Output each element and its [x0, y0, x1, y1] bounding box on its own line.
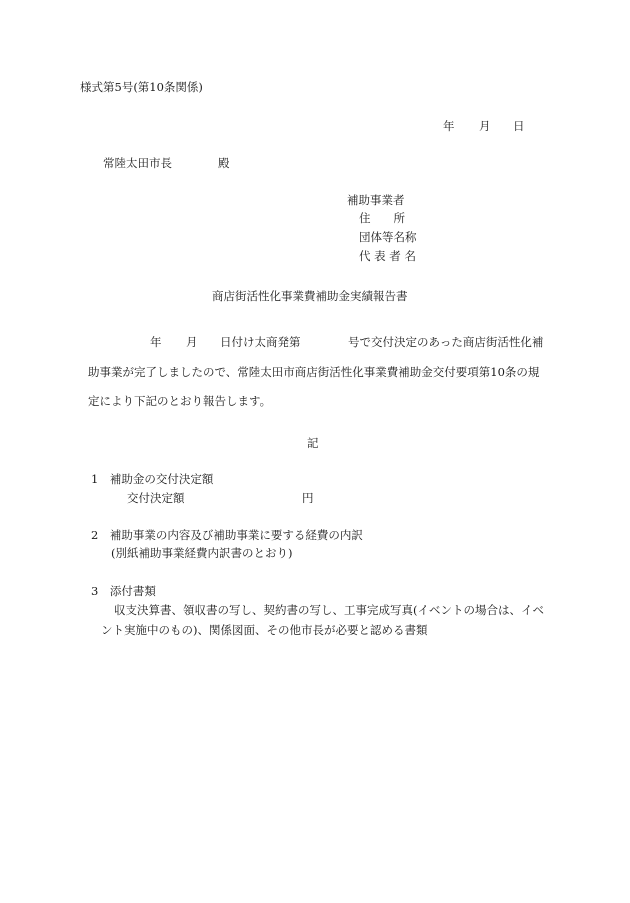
body-end-text: 号で交付決定のあった商店街活性化補	[348, 335, 544, 349]
section-1-heading: 1 補助金の交付決定額	[91, 472, 214, 486]
addressee-name: 常陸太田市長	[103, 156, 172, 170]
applicant-address-label: 住 所	[359, 211, 405, 225]
section-3-line-1: 収支決算書、領収書の写し、契約書の写し、工事完成写真(イベントの場合は、イベ	[114, 603, 544, 617]
date-month-label: 月	[479, 119, 491, 133]
date-year-label: 年	[443, 119, 455, 133]
body-mid-text: 日付け太商発第	[220, 335, 301, 349]
applicant-org-label: 団体等名称	[359, 230, 417, 244]
date-day-label: 日	[513, 119, 525, 133]
section-2-heading: 2 補助事業の内容及び補助事業に要する経費の内訳	[91, 528, 363, 542]
form-number: 様式第5号(第10条関係)	[80, 80, 203, 94]
body-year-label: 年	[150, 335, 162, 349]
section-3-line-2: ント実施中のもの)、関係図面、その他市長が必要と認める書類	[101, 623, 428, 637]
section-1-unit: 円	[302, 491, 314, 505]
body-line-2: 助事業が完了しましたので、常陸太田市商店街活性化事業費補助金交付要項第10条の規	[88, 365, 540, 379]
applicant-header: 補助事業者	[347, 193, 405, 207]
section-2-sub: (別紙補助事業経費内訳書のとおり)	[111, 546, 293, 560]
applicant-rep-label: 代 表 者 名	[359, 249, 416, 263]
section-3-heading: 3 添付書類	[91, 584, 156, 598]
section-1-label: 交付決定額	[127, 491, 185, 505]
addressee-honorific: 殿	[218, 156, 230, 170]
body-month-label: 月	[186, 335, 198, 349]
ki-heading: 記	[307, 436, 319, 450]
document-title: 商店街活性化事業費補助金実績報告書	[212, 289, 408, 303]
body-line-3: 定により下記のとおり報告します。	[88, 394, 272, 408]
